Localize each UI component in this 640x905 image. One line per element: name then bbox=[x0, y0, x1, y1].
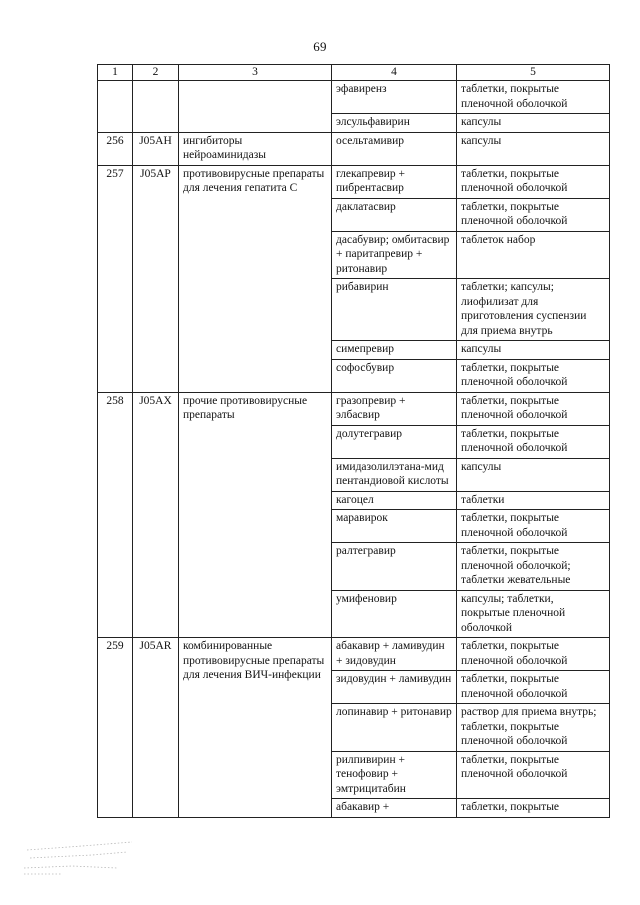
substance-cell: абакавир + bbox=[332, 799, 457, 818]
scan-artifact bbox=[22, 838, 142, 878]
dosage-form-cell: таблетки, покрытые пленочной оболочкой bbox=[457, 751, 610, 799]
substance-cell: осельтамивир bbox=[332, 132, 457, 165]
dosage-form-cell: таблетки, покрытые пленочной оболочкой bbox=[457, 392, 610, 425]
substance-cell: долутегравир bbox=[332, 425, 457, 458]
group-name-cell: прочие противовирусные препараты bbox=[179, 392, 332, 638]
substance-cell: рибавирин bbox=[332, 279, 457, 341]
column-header: 4 bbox=[332, 65, 457, 81]
dosage-form-cell: таблетки, покрытые пленочной оболочкой bbox=[457, 165, 610, 198]
dosage-form-cell: таблетки; капсулы; лиофилизат для приготовления суспензии для приема внутрь bbox=[457, 279, 610, 341]
dosage-form-cell: таблетки, покрытые bbox=[457, 799, 610, 818]
substance-cell: дасабувир; омбитасвир + паритапревир + ритонавир bbox=[332, 231, 457, 279]
header-row bbox=[98, 65, 610, 81]
dosage-form-cell: таблеток набор bbox=[457, 231, 610, 279]
group-name-cell: ингибиторы нейроаминидазы bbox=[179, 132, 332, 165]
atc-code-cell bbox=[133, 81, 179, 133]
atc-code-cell: J05AH bbox=[133, 132, 179, 165]
drug-list-table bbox=[97, 64, 610, 818]
dosage-form-cell: капсулы bbox=[457, 132, 610, 165]
row-number-cell: 257 bbox=[98, 165, 133, 392]
dosage-form-cell: таблетки, покрытые пленочной оболочкой bbox=[457, 425, 610, 458]
dosage-form-cell: таблетки, покрытые пленочной оболочкой bbox=[457, 638, 610, 671]
dosage-form-cell: таблетки bbox=[457, 491, 610, 510]
table-row bbox=[98, 638, 610, 671]
substance-cell: имидазолилэтана-мид пентандиовой кислоты bbox=[332, 458, 457, 491]
group-name-cell: комбинированные противовирусные препараты для лечения ВИЧ-инфекции bbox=[179, 638, 332, 818]
substance-cell: даклатасвир bbox=[332, 198, 457, 231]
table-row bbox=[98, 132, 610, 165]
row-number-cell: 256 bbox=[98, 132, 133, 165]
row-number-cell: 259 bbox=[98, 638, 133, 818]
dosage-form-cell: раствор для приема внутрь; таблетки, покрытые пленочной оболочкой bbox=[457, 704, 610, 752]
table-row bbox=[98, 165, 610, 198]
substance-cell: абакавир + ламивудин + зидовудин bbox=[332, 638, 457, 671]
substance-cell: элсульфавирин bbox=[332, 114, 457, 133]
table-row bbox=[98, 392, 610, 425]
dosage-form-cell: таблетки, покрытые пленочной оболочкой bbox=[457, 198, 610, 231]
row-number-cell: 258 bbox=[98, 392, 133, 638]
atc-code-cell: J05AP bbox=[133, 165, 179, 392]
substance-cell: глекапревир + пибрентасвир bbox=[332, 165, 457, 198]
column-header: 2 bbox=[133, 65, 179, 81]
substance-cell: маравирок bbox=[332, 510, 457, 543]
table-row bbox=[98, 81, 610, 114]
substance-cell: ралтегравир bbox=[332, 543, 457, 591]
column-header: 3 bbox=[179, 65, 332, 81]
substance-cell: зидовудин + ламивудин bbox=[332, 671, 457, 704]
substance-cell: симепревир bbox=[332, 341, 457, 360]
row-number-cell bbox=[98, 81, 133, 133]
dosage-form-cell: таблетки, покрытые пленочной оболочкой bbox=[457, 510, 610, 543]
substance-cell: кагоцел bbox=[332, 491, 457, 510]
dosage-form-cell: капсулы bbox=[457, 114, 610, 133]
table-body bbox=[98, 81, 610, 818]
page-number: 69 bbox=[313, 39, 327, 54]
substance-cell: гразопревир + элбасвир bbox=[332, 392, 457, 425]
dosage-form-cell: капсулы bbox=[457, 341, 610, 360]
group-name-cell bbox=[179, 81, 332, 133]
atc-code-cell: J05AX bbox=[133, 392, 179, 638]
dosage-form-cell: капсулы bbox=[457, 458, 610, 491]
substance-cell: софосбувир bbox=[332, 359, 457, 392]
column-header: 1 bbox=[98, 65, 133, 81]
dosage-form-cell: таблетки, покрытые пленочной оболочкой; таблетки жевательные bbox=[457, 543, 610, 591]
substance-cell: умифеновир bbox=[332, 590, 457, 638]
substance-cell: рилпивирин + тенофовир + эмтрицитабин bbox=[332, 751, 457, 799]
substance-cell: эфавиренз bbox=[332, 81, 457, 114]
dosage-form-cell: таблетки, покрытые пленочной оболочкой bbox=[457, 359, 610, 392]
column-header: 5 bbox=[457, 65, 610, 81]
substance-cell: лопинавир + ритонавир bbox=[332, 704, 457, 752]
dosage-form-cell: таблетки, покрытые пленочной оболочкой bbox=[457, 671, 610, 704]
atc-code-cell: J05AR bbox=[133, 638, 179, 818]
dosage-form-cell: капсулы; таблетки, покрытые пленочной оболочкой bbox=[457, 590, 610, 638]
dosage-form-cell: таблетки, покрытые пленочной оболочкой bbox=[457, 81, 610, 114]
group-name-cell: противовирусные препараты для лечения гепатита С bbox=[179, 165, 332, 392]
